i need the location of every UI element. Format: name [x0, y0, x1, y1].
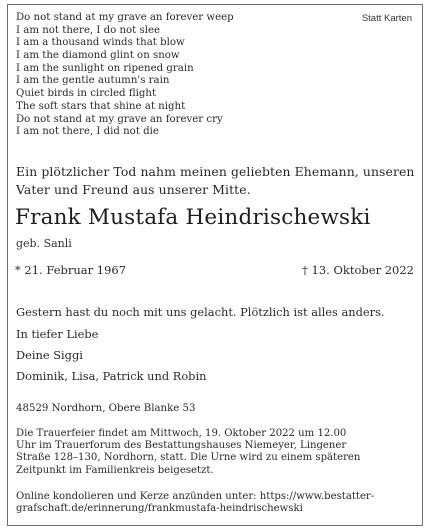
online-line: Online kondolieren und Kerze anzünden unter: https://www.bestatter-	[16, 491, 375, 502]
announcement-intro	[16, 163, 418, 199]
poem-line: I am the diamond glint on snow	[16, 50, 180, 62]
death-date: † 13. Oktober 2022	[302, 263, 414, 277]
signature-line: Deine Siggi	[16, 348, 83, 362]
online-condolence	[16, 491, 374, 515]
intro-line: Vater und Freund aus unserer Mitte.	[16, 182, 251, 197]
deceased-name: Frank Mustafa Heindrischewski	[15, 205, 371, 230]
quote-line: Gestern hast du noch mit uns gelacht. Plötzlich ist alles anders.	[16, 305, 385, 319]
service-line: Die Trauerfeier findet am Mittwoch, 19. Oktober 2022 um 12.00	[16, 428, 347, 439]
service-line: Uhr im Trauerforum des Bestattungshauses Niemeyer, Lingener	[16, 440, 347, 452]
poem-line: I am the gentle autumn's rain	[16, 75, 170, 87]
poem-line: I am a thousand winds that blow	[16, 37, 185, 49]
poem-line: I am the sunlight on ripened grain	[16, 62, 194, 74]
poem-line: Do not stand at my grave an forever cry	[16, 113, 223, 125]
birth-name: geb. Sanli	[16, 237, 72, 250]
statt-karten-label: Statt Karten	[361, 13, 412, 24]
poem-line: The soft stars that shine at night	[16, 100, 186, 112]
service-line: Zeitpunkt im Familienkreis beigesetzt.	[16, 464, 214, 476]
intro-line: Ein plötzlicher Tod nahm meinen geliebten Ehemann, unseren	[16, 164, 415, 179]
birth-date: * 21. Februar 1967	[15, 263, 127, 277]
signature-line: Dominik, Lisa, Patrick und Robin	[16, 369, 207, 383]
poem-line: I am not there, I do not slee	[16, 24, 161, 36]
service-line: Straße 128–130, Nordhorn, statt. Die Urne wird zu einem späteren	[16, 452, 361, 464]
poem	[16, 12, 234, 139]
poem-line: Do not stand at my grave an forever weep	[16, 12, 234, 23]
service-info	[16, 428, 360, 477]
poem-line: I am not there, I did not die	[16, 126, 159, 138]
address: 48529 Nordhorn, Obere Blanke 53	[16, 403, 196, 414]
signature-line: In tiefer Liebe	[16, 327, 99, 341]
online-line: grafschaft.de/erinnerung/frankmustafa-heindrischewski	[16, 503, 303, 515]
poem-line: Quiet birds in circled flight	[16, 88, 157, 100]
